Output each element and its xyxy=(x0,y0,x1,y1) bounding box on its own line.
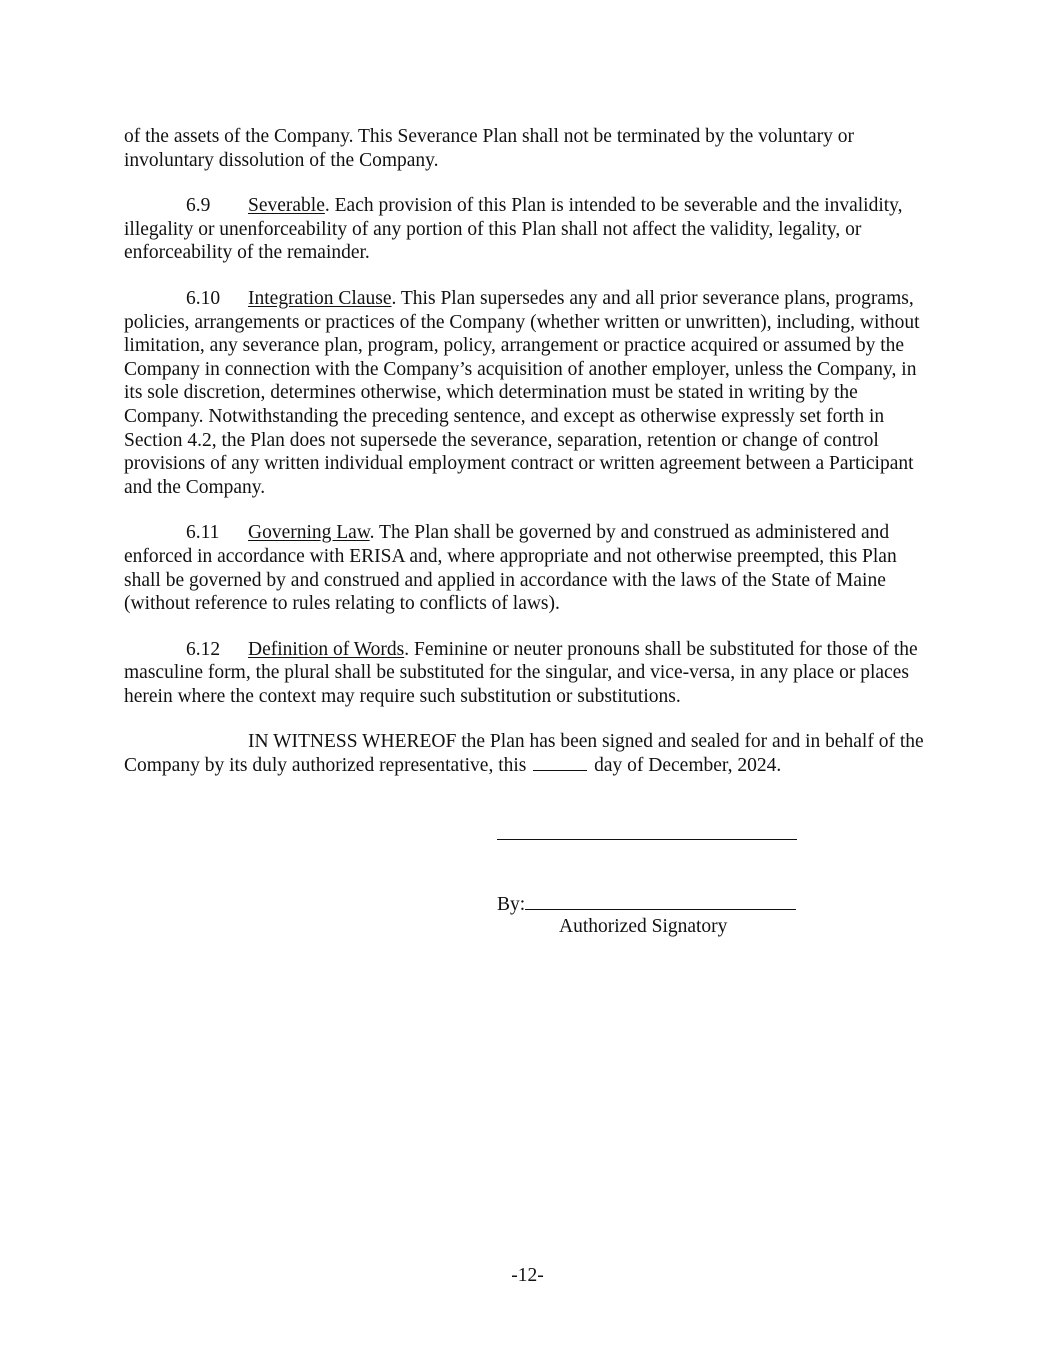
continuation-text: of the assets of the Company. This Severance Plan shall not be terminated by the voluntary or involuntary dissolution of the Company. xyxy=(124,126,854,171)
section-title: Definition of Words xyxy=(248,638,405,660)
section-body: . Feminine or neuter pronouns shall be substituted for those of the masculine form, the plural shall be substituted for the singular, and vice-versa, in any place or places herein where the context may require such substitution or substitutions. xyxy=(124,638,918,707)
document-page xyxy=(124,125,936,800)
by-signature-line[interactable] xyxy=(525,891,796,910)
section-6-9 xyxy=(124,194,936,265)
signatory-role: Authorized Signatory xyxy=(559,916,728,937)
section-title: Governing Law xyxy=(248,522,370,544)
continuation-paragraph xyxy=(124,125,936,172)
section-title: Integration Clause xyxy=(248,287,392,309)
section-number: 6.11 xyxy=(186,522,220,544)
signature-line[interactable] xyxy=(497,839,797,840)
section-body: . This Plan supersedes any and all prior severance plans, programs, policies, arrangements or practices of the Company (whether written or unwritten), including, without limitation, any severance plan, program, policy, arrangement or practice acquired or assumed by the Company in connection with the Company’s acquisition of another employer, unless the Company, in its sole discretion, determines otherwise, which determination must be stated in writing by the Company. Notwithstanding the preceding sentence, and except as otherwise expressly set forth in Section 4.2, the Plan does not supersede the severance, separation, retention or change of control provisions of any written individual employment contract or written agreement between a Participant and the Company. xyxy=(124,287,920,498)
signature-by-block xyxy=(497,891,797,917)
section-title: Severable xyxy=(248,195,325,217)
witness-text: IN WITNESS WHEREOF the Plan has been signed and sealed for and in behalf of the Company by its duly authorized representative, this xyxy=(124,731,924,777)
section-number: 6.9 xyxy=(186,195,211,217)
witness-paragraph xyxy=(124,730,936,777)
section-6-12 xyxy=(124,638,936,709)
section-number: 6.12 xyxy=(186,638,221,660)
section-number: 6.10 xyxy=(186,287,221,309)
by-label: By: xyxy=(497,894,526,915)
section-body: . Each provision of this Plan is intended to be severable and the invalidity, illegality or unenforceability of any portion of this Plan shall not affect the validity, legality, or enforceability of the remainder. xyxy=(124,195,903,264)
section-6-10 xyxy=(124,287,936,499)
section-body: . The Plan shall be governed by and construed as administered and enforced in accordance with ERISA and, where appropriate and not otherwise preempted, this Plan shall be governed by and construed and applied in accordance with the laws of the State of Maine (without reference to rules relating to conflicts of laws). xyxy=(124,522,897,615)
section-6-11 xyxy=(124,521,936,615)
witness-date-text: day of December, 2024. xyxy=(594,755,782,777)
page-number: -12- xyxy=(511,1265,544,1286)
day-blank-line[interactable] xyxy=(533,769,587,771)
